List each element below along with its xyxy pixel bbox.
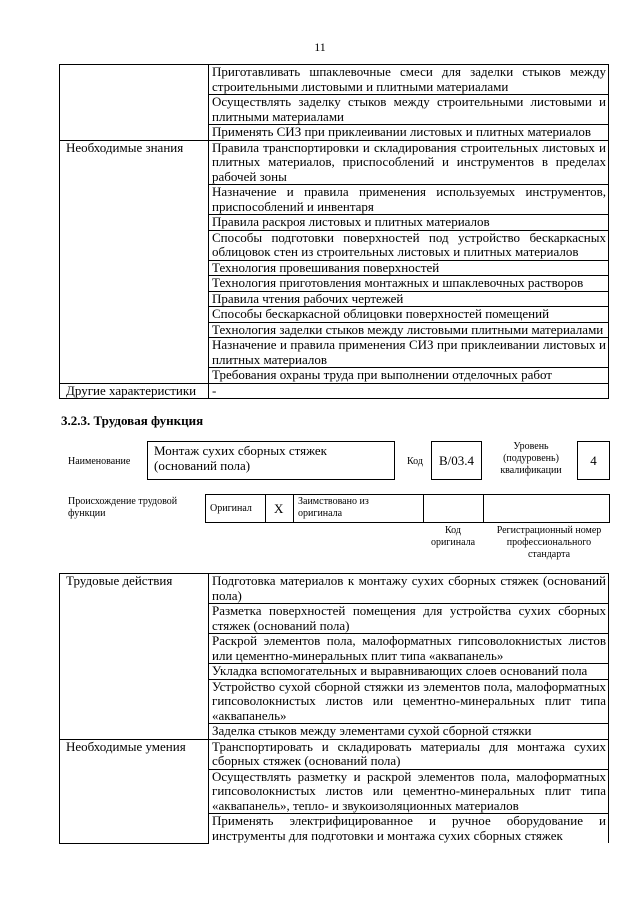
row-label: Необходимые знания [60, 140, 209, 383]
knowledge-table [59, 64, 609, 399]
original-label: Оригинал [210, 503, 252, 514]
row-text: Способы бескаркасной облицовки поверхностей помещений [209, 307, 609, 323]
row-text: Транспортировать и складировать материалы для монтажа сухих сборных стяжек (оснований пола) [209, 739, 609, 769]
row-text: Применять электрифицированное и ручное оборудование и инструменты для подготовки и монтажа сухих сборных стяжек [209, 814, 609, 844]
actions-table [59, 573, 609, 844]
row-text: Разметка поверхностей помещения для устройства сухих сборных стяжек (оснований пола) [209, 604, 609, 634]
row-text: Правила раскроя листовых и плитных материалов [209, 215, 609, 231]
table-row [60, 140, 609, 185]
row-label: Трудовые действия [60, 574, 209, 740]
divider [483, 494, 484, 523]
row-label: Необходимые умения [60, 739, 209, 843]
row-text: Устройство сухой сборной стяжки из элементов пола, малоформатных гипсоволокнистых листов или цементно-минеральных плит типа «аквапанель» [209, 679, 609, 724]
row-text: - [209, 383, 609, 399]
row-text: Укладка вспомогательных и выравнивающих слоев оснований пола [209, 664, 609, 680]
row-text: Применять СИЗ при приклеивании листовых и плитных материалов [209, 125, 609, 141]
row-text: Правила чтения рабочих чертежей [209, 291, 609, 307]
row-text: Назначение и правила применения СИЗ при приклеивании листовых и плитных материалов [209, 338, 609, 368]
row-text: Раскрой элементов пола, малоформатных гипсоволокнистых листов или цементно-минеральных плит типа «аквапанель» [209, 634, 609, 664]
page-number: 11 [314, 40, 326, 54]
code-caption: Код оригинала [430, 525, 476, 548]
row-label [60, 65, 209, 141]
row-text: Требования охраны труда при выполнении отделочных работ [209, 368, 609, 384]
table-row [60, 574, 609, 604]
table-row [60, 739, 609, 769]
table-row [60, 65, 609, 95]
row-text: Способы подготовки поверхностей под устройство бескаркасных облицовок стен из строительных листовых и плитных материалов [209, 230, 609, 260]
code-label: Код [407, 456, 423, 467]
registration-caption: Регистрационный номер профессионального стандарта [496, 525, 602, 560]
borrowed-label: Заимствовано из оригинала [298, 496, 369, 519]
row-text: Технология приготовления монтажных и шпаклевочных растворов [209, 276, 609, 292]
row-label: Другие характеристики [60, 383, 209, 399]
row-text: Заделка стыков между элементами сухой сборной стяжки [209, 724, 609, 740]
row-text: Осуществлять разметку и раскрой элементов пола, малоформатных гипсоволокнистых листов или цементно-минеральных плит типа «аквапанель», тепло- и звукоизоляционных материалов [209, 769, 609, 814]
origin-label: Происхождение трудовой функции [68, 496, 178, 519]
divider [423, 494, 424, 523]
section-heading: 3.2.3. Трудовая функция [61, 413, 204, 428]
row-text: Подготовка материалов к монтажу сухих сборных стяжек (оснований пола) [209, 574, 609, 604]
divider [265, 494, 266, 523]
row-text: Технология заделки стыков между листовыми плитными материалами [209, 322, 609, 338]
row-text: Приготавливать шпаклевочные смеси для заделки стыков между строительными листовыми и плитными материалами [209, 65, 609, 95]
row-text: Технология провешивания поверхностей [209, 260, 609, 276]
function-code: B/03.4 [431, 441, 482, 480]
name-label: Наименование [68, 456, 131, 467]
row-text: Правила транспортировки и складирования строительных листовых и плитных материалов, приспособлений и инструментов в пределах рабочей зоны [209, 140, 609, 185]
level-label: Уровень (подуровень) квалификации [500, 441, 562, 476]
table-row [60, 383, 609, 399]
original-mark: X [274, 501, 284, 516]
qualification-level: 4 [577, 441, 610, 480]
function-name: Монтаж сухих сборных стяжек (оснований пола) [147, 441, 395, 480]
row-text: Назначение и правила применения используемых инструментов, приспособлений и инвентаря [209, 185, 609, 215]
divider [293, 494, 294, 523]
row-text: Осуществлять заделку стыков между строительными листовыми и плитными материалами [209, 95, 609, 125]
